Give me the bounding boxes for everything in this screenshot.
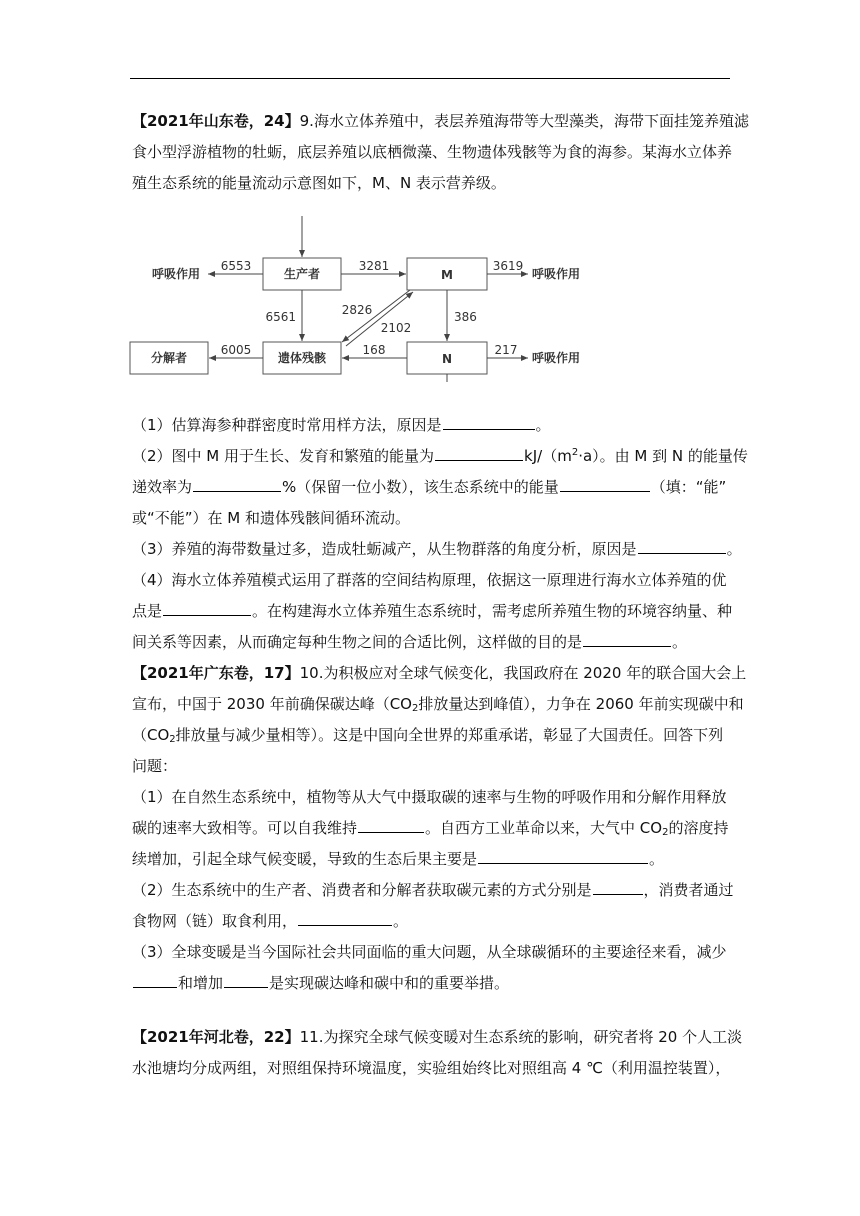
value-m-to-remains: 2826 <box>341 303 373 317</box>
question-10 <box>132 658 747 999</box>
value-producer-to-remains: 6561 <box>265 310 296 324</box>
part-3-text: （3）全球变暖是当今国际社会共同面临的重大问题，从全球碳循环的主要途径来看，减少 <box>132 943 727 961</box>
answer-blank <box>224 973 268 988</box>
part-4-text: 。在构建海水立体养殖生态系统时，需考虑所养殖生物的环境容纳量、种 <box>252 602 733 620</box>
text-line: 为积极应对全球气候变化，我国政府在 2020 年的联合国大会上 <box>323 664 747 682</box>
part-1-text: 碳的速率大致相等。可以自我维持 <box>132 819 358 837</box>
n-label: N <box>441 352 453 366</box>
punctuation: 。 <box>649 850 665 868</box>
question-number: 11. <box>299 1028 324 1046</box>
question-11 <box>132 1022 743 1084</box>
part-4-text: （4）海水立体养殖模式运用了群落的空间结构原理，依据这一原理进行海水立体养殖的优 <box>132 571 727 589</box>
producer-label: 生产者 <box>283 267 321 281</box>
part-2-text: （2）生态系统中的生产者、消费者和分解者获取碳元素的方式分别是 <box>132 881 592 899</box>
answer-blank <box>298 911 392 926</box>
part-4-text: 点是 <box>132 602 163 620</box>
part-3-text: （3）养殖的海带数量过多，造成牡蛎减产，从生物群落的角度分析，原因是 <box>132 540 637 558</box>
respiration-label-n: 呼吸作用 <box>532 351 581 365</box>
part-1-text: （1）在自然生态系统中，植物等从大气中摄取碳的速率与生物的呼吸作用和分解作用释放 <box>132 788 727 806</box>
text-line: 殖生态系统的能量流动示意图如下，M、N 表示营养级。 <box>132 174 506 192</box>
answer-blank <box>163 601 251 616</box>
value-remains-to-decomposer: 6005 <box>220 343 252 357</box>
header-rule <box>130 78 730 79</box>
answer-blank <box>638 539 726 554</box>
subscript: 2 <box>169 734 176 745</box>
energy-flow-diagram <box>128 214 598 382</box>
respiration-label-m: 呼吸作用 <box>532 267 581 281</box>
part-2-text: 食物网（链）取食利用， <box>132 912 298 930</box>
text-line: 水池塘均分成两组，对照组保持环境温度，实验组始终比对照组高 4 ℃（利用温控装置）， <box>132 1059 731 1077</box>
source-tag: 【2021年广东卷，17】 <box>132 664 300 682</box>
text-line: 海水立体养殖中，表层养殖海带等大型藻类，海带下面挂笼养殖滤 <box>313 112 749 130</box>
part-3-text: 和增加 <box>178 974 224 992</box>
value-producer-resp: 6553 <box>220 259 252 273</box>
answer-blank <box>560 477 650 492</box>
part-2-text: %（保留一位小数），该生态系统中的能量 <box>282 478 559 496</box>
answer-blank <box>133 973 177 988</box>
remains-to-m-arrow <box>346 292 413 346</box>
decomposer-label: 分解者 <box>150 351 188 365</box>
part-2-text: 或“不能”）在 M 和遗体残骸间循环流动。 <box>132 509 411 527</box>
part-1-text: 。自西方工业革命以来，大气中 CO <box>425 819 663 837</box>
question-number: 10. <box>299 664 324 682</box>
part-1-text: 续增加，引起全球气候变暖，导致的生态后果主要是 <box>132 850 478 868</box>
answer-blank <box>358 818 424 833</box>
text-line: 为探究全球气候变暖对生态系统的影响，研究者将 20 个人工淡 <box>323 1028 743 1046</box>
text-line: 排放量与减少量相等）。这是中国向全世界的郑重承诺，彰显了大国责任。回答下列 <box>175 726 724 744</box>
part-2-text: ·a）。由 M 到 N 的能量传 <box>578 447 748 465</box>
part-2-text: 递效率为 <box>132 478 193 496</box>
value-producer-to-m: 3281 <box>358 259 390 273</box>
question-9-parts <box>132 410 748 658</box>
part-4-text: 间关系等因素，从而确定每种生物之间的合适比例，这样做的目的是 <box>132 633 583 651</box>
answer-blank <box>435 446 523 461</box>
answer-blank <box>593 880 643 895</box>
punctuation: 。 <box>535 416 551 434</box>
punctuation: 。 <box>393 912 409 930</box>
part-3-text: 是实现碳达峰和碳中和的重要举措。 <box>269 974 510 992</box>
remains-label: 遗体残骸 <box>277 351 327 365</box>
respiration-label-left: 呼吸作用 <box>152 267 201 281</box>
superscript: 2 <box>571 447 579 458</box>
m-label: M <box>441 268 453 282</box>
answer-blank <box>478 849 648 864</box>
subscript: 2 <box>412 703 419 714</box>
subscript: 2 <box>662 827 669 838</box>
text-line: 食小型浮游植物的牡蛎，底层养殖以底栖微藻、生物遗体残骸等为食的海参。某海水立体养 <box>132 143 733 161</box>
text-line: 排放量达到峰值），力争在 2060 年前实现碳中和 <box>418 695 744 713</box>
part-2-text: ，消费者通过 <box>643 881 734 899</box>
punctuation: 。 <box>726 540 742 558</box>
text-line: 宣布，中国于 2030 年前确保碳达峰（CO <box>132 695 412 713</box>
part-2-text: （2）图中 M 用于生长、发育和繁殖的能量为 <box>132 447 435 465</box>
source-tag: 【2021年山东卷，24】 <box>132 112 300 130</box>
part-1-text: （1）估算海参种群密度时常用样方法，原因是 <box>132 416 442 434</box>
question-number: 9. <box>299 112 314 130</box>
answer-blank <box>583 632 671 647</box>
answer-blank <box>443 415 535 430</box>
part-1-text: 的溶度持 <box>668 819 729 837</box>
unit-text: kJ/（m <box>524 447 572 465</box>
answer-blank <box>193 477 281 492</box>
source-tag: 【2021年河北卷，22】 <box>132 1028 300 1046</box>
value-n-to-remains: 168 <box>362 343 386 357</box>
text-line: （CO <box>132 726 170 744</box>
value-m-resp: 3619 <box>492 259 524 273</box>
part-2-text: （填：“能” <box>650 478 727 496</box>
punctuation: 。 <box>672 633 688 651</box>
value-n-resp: 217 <box>494 343 518 357</box>
text-line: 问题： <box>132 757 178 775</box>
value-remains-to-m: 2102 <box>380 321 412 335</box>
question-9-intro <box>132 106 749 199</box>
value-m-to-n: 386 <box>454 310 477 324</box>
